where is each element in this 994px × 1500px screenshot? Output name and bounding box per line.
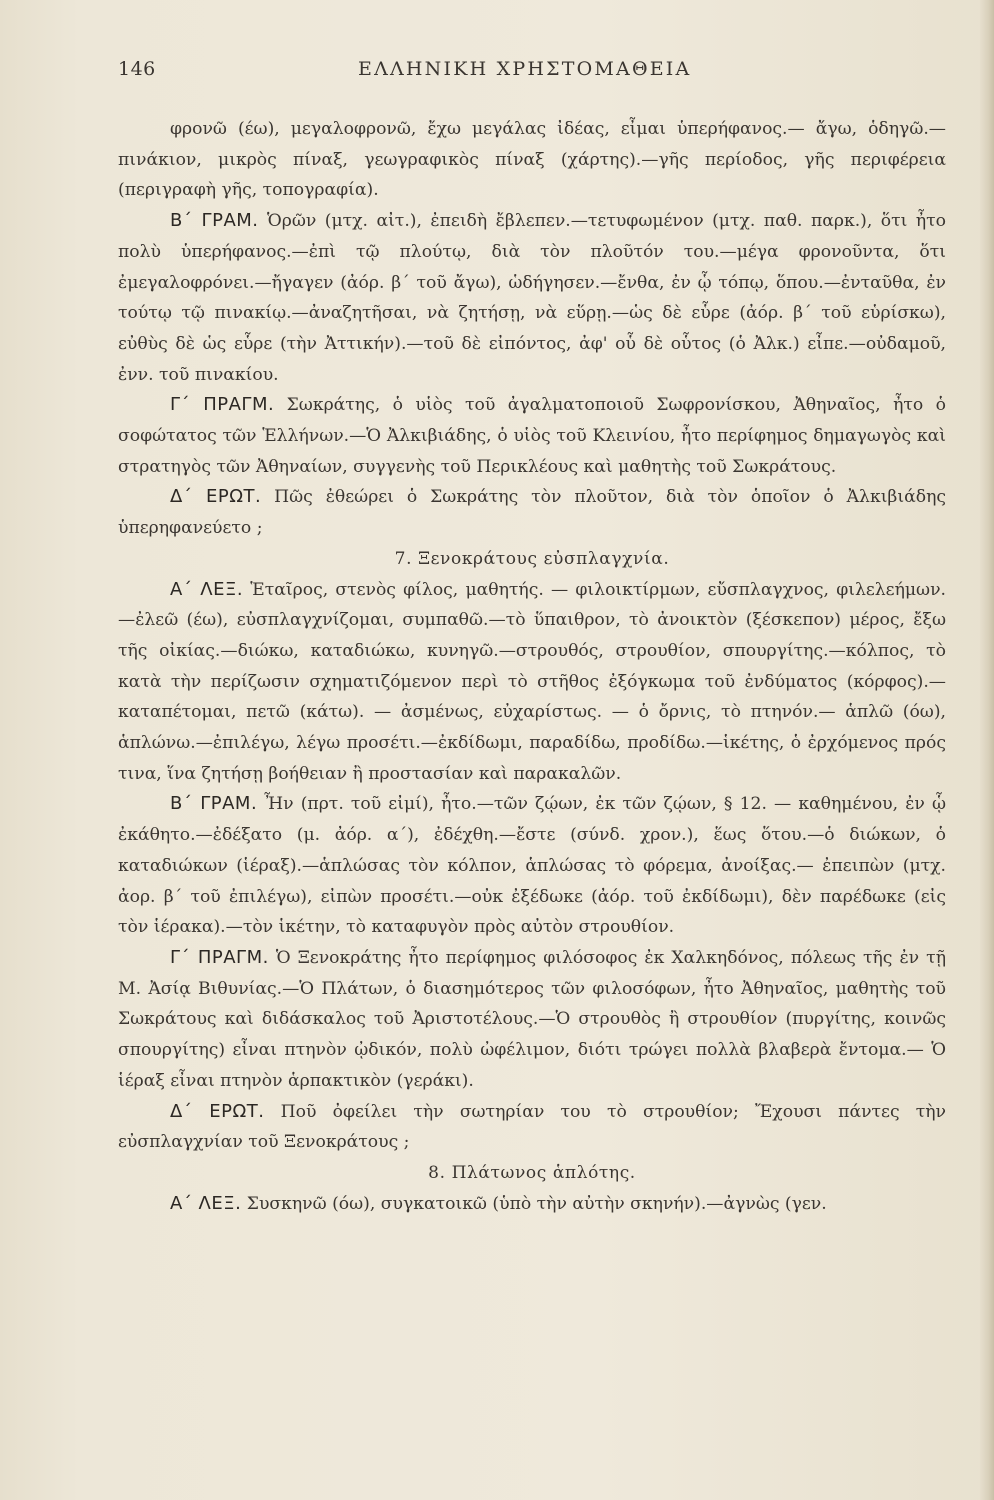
- section-marker: Β΄ ΓΡΑΜ.: [170, 793, 258, 815]
- page-header: [118, 58, 948, 88]
- section-marker: Β΄ ΓΡΑΜ.: [170, 210, 259, 232]
- body-text: [118, 114, 946, 1219]
- chapter-heading-8: 8. Πλάτωνος ἁπλότης.: [428, 1162, 636, 1183]
- section-marker: Α΄ ΛΕΞ.: [170, 1192, 242, 1214]
- paragraph-vocabulary: [118, 575, 946, 790]
- section-marker: Δ΄ ΕΡΩΤ.: [170, 1100, 265, 1122]
- page-number: 146: [118, 58, 156, 80]
- paragraph-facts: [118, 390, 946, 482]
- paragraph-text: Σωκράτης, ὁ υἱὸς τοῦ ἀγαλματοποιοῦ Σωφρονίσκου, Ἀθηναῖος, ἦτο ὁ σοφώτατος τῶν Ἑλλήνων.—Ὁ Ἀλκιβιάδης, ὁ υἱὸς τοῦ Κλεινίου, ἦτο περίφημος δημαγωγὸς καὶ στρατηγὸς τῶν Ἀθηναίων, συγγενὴς τοῦ Περικλέους καὶ μαθητὴς τοῦ Σωκράτους.: [118, 395, 947, 477]
- paragraph-questions: [118, 482, 946, 543]
- paragraph-text: Πῶς ἐθεώρει ὁ Σωκράτης τὸν πλοῦτον, διὰ τὸν ὁποῖον ὁ Ἀλκιβιάδης ὑπερηφανεύετο ;: [118, 487, 946, 539]
- paragraph-text: Ἦν (πρτ. τοῦ εἰμί), ἦτο.—τῶν ζῴων, ἐκ τῶν ζῴων, § 12. — καθημένου, ἐν ᾧ ἐκάθητο.—ἐδέξατο (μ. ἀόρ. α΄), ἐδέχθη.—ἔστε (σύνδ. χρον.), ἕως ὅτου.—ὁ διώκων, ὁ καταδιώκων (ἱέραξ).—ἁπλώσας τὸν κόλπον, ἁπλώσας τὸ φόρεμα, ἀνοίξας.— ἐπειπὼν (μτχ. ἀορ. β΄ τοῦ ἐπιλέγω), εἰπὼν προσέτι.—οὐκ ἐξέδωκε (ἀόρ. τοῦ ἐκδίδωμι), δὲν παρέδωκε (εἰς τὸν ἱέρακα).—τὸν ἱκέτην, τὸ καταφυγὸν πρὸς αὐτὸν στρουθίον.: [118, 794, 946, 938]
- chapter-heading-7: 7. Ξενοκράτους εὐσπλαγχνία.: [394, 548, 670, 569]
- paragraph-grammar: [118, 206, 946, 390]
- paragraph-continuation: [118, 114, 946, 206]
- section-marker: Α΄ ΛΕΞ.: [170, 578, 244, 600]
- section-marker: Γ΄ ΠΡΑΓΜ.: [170, 946, 269, 968]
- paragraph-text: φρονῶ (έω), μεγαλοφρονῶ, ἔχω μεγάλας ἰδέας, εἶμαι ὑπερήφανος.— ἄγω, ὁδηγῶ.—πινάκιον, μικρὸς πίναξ, γεωγραφικὸς πίναξ (χάρτης).—γῆς περίοδος, γῆς περιφέρεια (περιγραφὴ γῆς, τοπογραφία).: [118, 119, 946, 201]
- section-marker: Δ΄ ΕΡΩΤ.: [170, 486, 262, 508]
- paragraph-questions: [118, 1097, 946, 1158]
- paragraph-text: Ὁρῶν (μτχ. αἰτ.), ἐπειδὴ ἔβλεπεν.—τετυφωμένον (μτχ. παθ. παρκ.), ὅτι ἦτο πολὺ ὑπερήφανος.—ἐπὶ τῷ πλούτῳ, διὰ τὸν πλοῦτόν του.—μέγα φρονοῦντα, ὅτι ἐμεγαλοφρόνει.—ἤγαγεν (ἀόρ. β΄ τοῦ ἄγω), ὡδήγησεν.—ἔνθα, ἐν ᾧ τόπῳ, ὅπου.—ἐνταῦθα, ἐν τούτῳ τῷ πινακίῳ.—ἀναζητῆσαι, νὰ ζητήσῃ, νὰ εὕρῃ.—ὡς δὲ εὗρε (ἀόρ. β΄ τοῦ εὑρίσκω), εὐθὺς δὲ ὡς εὗρε (τὴν Ἀττικήν).—τοῦ δὲ εἰπόντος, ἀφ' οὗ δὲ οὗτος (ὁ Ἀλκ.) εἶπε.—οὐδαμοῦ, ἐνν. τοῦ πινακίου.: [118, 211, 946, 385]
- paragraph-grammar: [118, 789, 946, 943]
- section-marker: Γ΄ ΠΡΑΓΜ.: [170, 394, 275, 416]
- page-edge: [980, 0, 994, 1500]
- paragraph-text: Συσκηνῶ (όω), συγκατοικῶ (ὑπὸ τὴν αὐτὴν σκηνήν).—ἀγνὼς (γεν.: [246, 1193, 827, 1214]
- paragraph-text: Ποῦ ὀφείλει τὴν σωτηρίαν του τὸ στρουθίον; Ἔχουσι πάντες τὴν εὐσπλαγχνίαν τοῦ Ξενοκράτους ;: [118, 1101, 947, 1153]
- paragraph-text: Ἑταῖρος, στενὸς φίλος, μαθητής. — φιλοικτίρμων, εὔσπλαγχνος, φιλελεήμων.—ἐλεῶ (έω), εὐσπλαγχνίζομαι, συμπαθῶ.—τὸ ὕπαιθρον, τὸ ἀνοικτὸν (ξέσκεπον) μέρος, ἔξω τῆς οἰκίας.—διώκω, καταδιώκω, κυνηγῶ.—στρουθός, στρουθίον, σπουργίτης.—κόλπος, τὸ κατὰ τὴν περίζωσιν σχηματιζόμενον περὶ τὸ στῆθος ἐξόγκωμα τοῦ ἐνδύματος (κόρφος).— καταπέτομαι, πετῶ (κάτω). — ἀσμένως, εὐχαρίστως. — ὁ ὄρνις, τὸ πτηνόν.— ἁπλῶ (όω), ἁπλώνω.—ἐπιλέγω, λέγω προσέτι.—ἐκδίδωμι, παραδίδω, προδίδω.—ἱκέτης, ὁ ἐρχόμενος πρός τινα, ἵνα ζητήσῃ βοήθειαν ἢ προστασίαν καὶ παρακαλῶν.: [118, 579, 946, 784]
- paragraph-text: Ὁ Ξενοκράτης ἦτο περίφημος φιλόσοφος ἐκ Χαλκηδόνος, πόλεως τῆς ἐν τῇ Μ. Ἀσίᾳ Βιθυνίας.—Ὁ Πλάτων, ὁ διασημότερος τῶν φιλοσόφων, ἦτο Ἀθηναῖος, μαθητὴς τοῦ Σωκράτους καὶ διδάσκαλος τοῦ Ἀριστοτέλους.—Ὁ στρουθὸς ἢ στρουθίον (πυργίτης, κοινῶς σπουργίτης) εἶναι πτηνὸν ᾠδικόν, πολὺ ὠφέλιμον, διότι τρώγει πολλὰ βλαβερὰ ἔντομα.— Ὁ ἱέραξ εἶναι πτηνὸν ἁρπακτικὸν (γεράκι).: [118, 947, 946, 1091]
- paragraph-vocabulary: [118, 1189, 946, 1220]
- paragraph-facts: [118, 943, 946, 1097]
- running-title: ΕΛΛΗΝΙΚΗ ΧΡΗΣΤΟΜΑΘΕΙΑ: [358, 58, 692, 80]
